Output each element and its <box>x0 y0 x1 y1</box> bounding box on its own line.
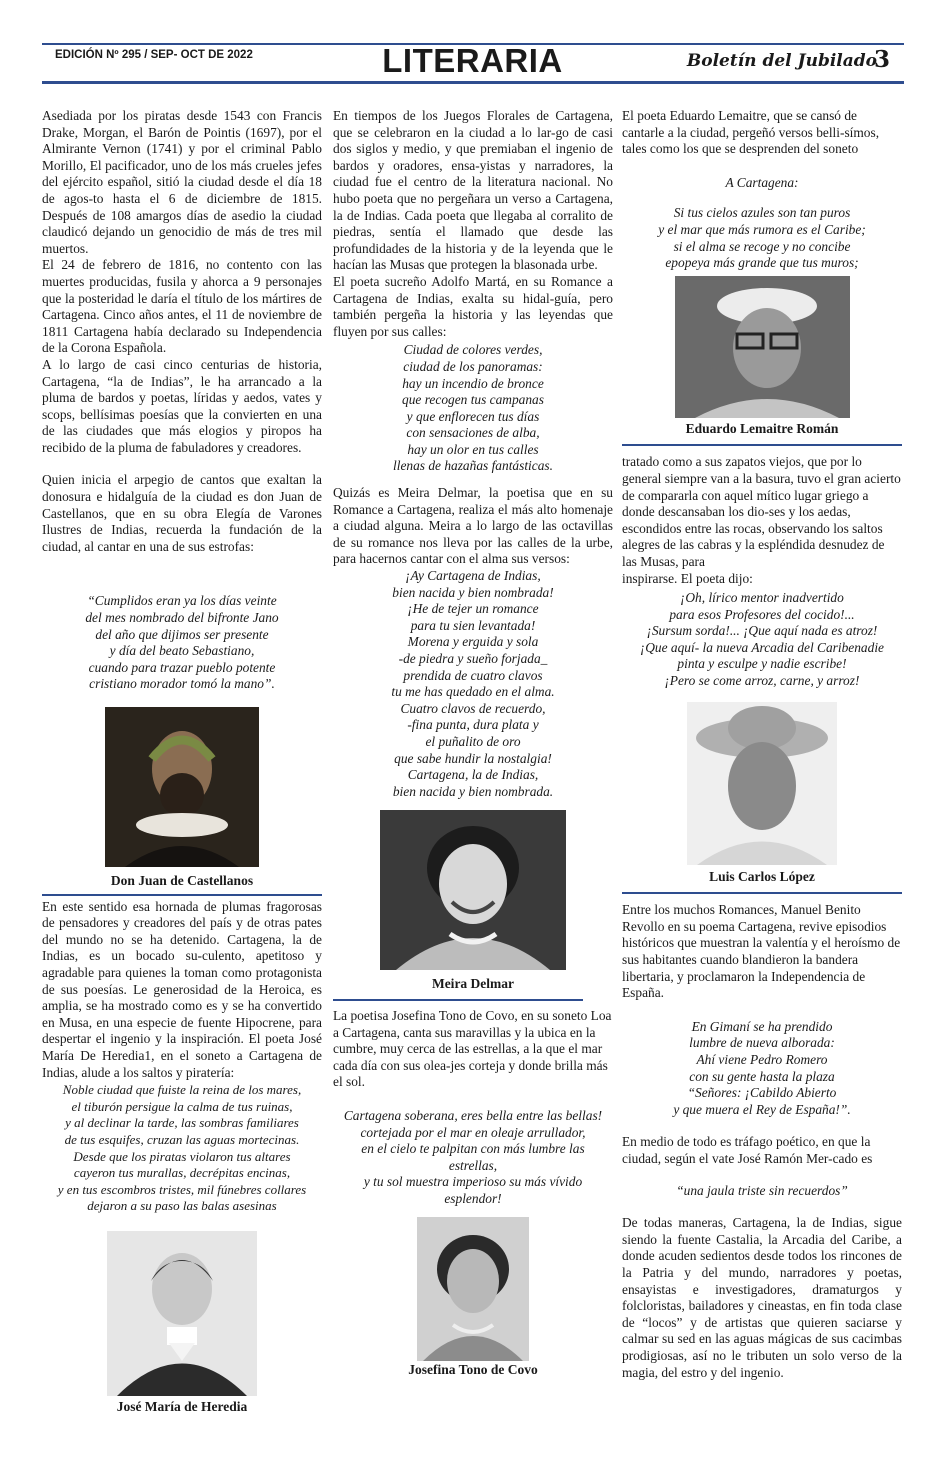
poem-line: llenas de hazañas fantásticas. <box>393 458 553 474</box>
section-rule <box>622 444 902 446</box>
paragraph: El poeta sucreño Adolfo Martá, en su Romance a Cartagena de Indias, exalta su hidal-guía, pero también pergeña la historia y las leyendas que fluyen por sus calles: <box>333 273 613 339</box>
poem-line: cuando para trazar pueblo potente <box>88 659 276 675</box>
poem-line: con sensaciones de alba, <box>406 425 540 441</box>
poem-line: bien nacida y bien nombrada! <box>392 584 554 600</box>
poem-line: en el cielo te palpitan con más lumbre las <box>361 1141 585 1157</box>
poem-line: ¡Ay Cartagena de Indias, <box>405 568 541 584</box>
column-2 <box>333 108 613 1379</box>
poem-line: y tu sol muestra imperioso su más vívido <box>363 1174 583 1190</box>
poem-title-lemaitre: A Cartagena: <box>725 174 799 190</box>
caption-delmar: Meira Delmar <box>431 976 515 992</box>
poem-line: ¡Oh, lírico mentor inadvertido <box>680 590 844 606</box>
paragraph: Entre los muchos Romances, Manuel Benito Revollo en su poema Cartagena, revive episodios históricos que muestran la valentía y el heroísmo de sus habitantes cuando blandieron la bandera libertaria, y proclamaron la Independencia de España. <box>622 902 901 1001</box>
header-bottom-rule <box>42 81 904 84</box>
portrait-lemaitre-image <box>675 276 850 418</box>
portrait-tono-image <box>417 1217 529 1361</box>
poem-line: esplendor! <box>444 1190 502 1206</box>
section-rule <box>622 892 902 894</box>
poem-line: lumbre de nueva alborada: <box>689 1035 835 1051</box>
portrait-delmar <box>380 810 566 970</box>
poem-delmar <box>333 568 613 800</box>
poem-line: ¡He de tejer un romance <box>407 601 539 617</box>
poem-line: ¡Sursum sorda!... ¡Que aquí nada es atroz! <box>646 623 878 639</box>
portrait-lopez <box>687 702 837 865</box>
section-rule <box>42 894 322 896</box>
poem-line: y que enflorecen tus días <box>406 408 540 424</box>
poem-line: y en tus escombros tristes, mil fúnebres collares <box>57 1181 307 1197</box>
poem-line: y día del beato Sebastiano, <box>109 643 255 659</box>
poem-tono <box>333 1108 613 1208</box>
paragraph: La poetisa Josefina Tono de Covo, en su soneto Loa a Cartagena, canta sus maravillas y la ubica en la cumbre, muy cerca de las estrellas, a la que el mar cada día con sus olea-jes corteja y donde brilla más el sol. <box>333 1007 612 1090</box>
poem-line: Si tus cielos azules son tan puros <box>673 205 851 221</box>
paragraph: Asediada por los piratas desde 1543 con Francis Drake, Morgan, el Barón de Pointis (1697), por el Almirante Vernon (1741) y por el criminal Pablo Morillo, El pacificador, uno de los más crueles jefes del ejército español, sitió la ciudad desde el día 18 de agos-to hasta el 6 de diciembre de 1815. Después de 108 amargos días de asedio la ciudad claudicó dejando un genocidio de más de tres mil muertos. <box>42 108 322 256</box>
poem-line: cortejada por el mar en oleaje arrullador, <box>360 1124 586 1140</box>
poem-line: Cartagena, la de Indias, <box>407 767 539 783</box>
caption-heredia: José María de Heredia <box>116 1398 248 1414</box>
portrait-castellanos <box>105 707 259 867</box>
poem-castellanos <box>42 593 322 693</box>
paragraph: El poeta Eduardo Lemaitre, que se cansó de cantarle a la ciudad, pergeñó versos belli-símos, tales como los que se desprenden del soneto <box>622 108 880 157</box>
poem-line: ciudad de los panoramas: <box>403 358 543 374</box>
poem-line: -de piedra y sueño forjada_ <box>398 651 548 666</box>
paragraph: En este sentido esa hornada de plumas fragorosas de pensadores y creadores del país y de otras pates del mundo no se ha detenido. Cartagena, la de Indias, es un bocado su-culento, apetitoso y agradable para quienes la toman como protagonista de sus poesías. Le generosidad de la Heroica, es amplia, se ha mostrado como es y se ha convertido en Musa, en una especie de fuente Hipocrene, para despertar el ingenio y la inspiración. El poeta José María De Heredia1, en el soneto a Cartagena de Indias, alude a los saltos y piratería: <box>42 898 322 1080</box>
caption-lemaitre: Eduardo Lemaitre Román <box>685 420 839 436</box>
poem-heredia <box>42 1082 322 1215</box>
paragraph: De todas maneras, Cartagena, la de Indias, sigue siendo la fuente Castalia, la Arcadia del Caribe, a donde acuden sedientos desde todos los rincones de la Patria y del mundo, narradores y poetas, ensayistas e investigadores, dramaturgos y folcloristas, bailadores y cineastas, en fin toda clase de “locos” y de artistas que quieren saciarse y calmar su sed en las aguas mágicas de sus cacimbas prodigiosas, así no le tributen un solo verso de la magia, del estro y del ingenio. <box>622 1215 902 1380</box>
portrait-delmar-image <box>380 810 566 970</box>
portrait-lopez-image <box>687 702 837 865</box>
poem-line: y al declinar la tarde, las sombras familiares <box>65 1115 299 1131</box>
poem-line: del mes nombrado del bifronte Jano <box>85 610 279 626</box>
caption-tono: Josefina Tono de Covo <box>408 1362 538 1378</box>
paragraph: Quizás es Meira Delmar, la poetisa que en su Romance a Cartagena, realiza el más alto homenaje a ciudad alguna. Meira a lo largo de las octavillas de su romance nos lleva por las calles de la urbe, para hacernos cantar con el alma sus versos: <box>333 485 613 567</box>
column-1 <box>42 108 322 1415</box>
poem-line: -fina punta, dura plata y <box>407 717 539 733</box>
poem-line: y el mar que más rumora es el Caribe; <box>658 221 866 237</box>
edition-label: EDICIÓN Nº 295 / SEP- OCT DE 2022 <box>55 49 253 61</box>
poem-line: de tus esquifes, cruzan las aguas mortecinas. <box>64 1131 300 1147</box>
poem-line: prendida de cuatro clavos <box>403 667 543 683</box>
quote-mercado: “una jaula triste sin recuerdos” <box>676 1182 848 1198</box>
poem-line: cayeron tus murallas, decrépitas encinas, <box>73 1165 291 1181</box>
poem-line: tu me has quedado en el alma. <box>391 684 555 700</box>
poem-line: con su gente hasta la plaza <box>689 1068 835 1084</box>
poem-line: En Gimaní se ha prendido <box>691 1018 833 1034</box>
paragraph: En tiempos de los Juegos Florales de Cartagena, que se celebraron en la ciudad a lo lar-go de casi dos siglos y medio, y que premiaban el ingenio de bardos y oradores, ensa-yistas y narradores, la ciudad fue el centro de la literatura nacional. No hubo poeta que no pergeñara un verso a Cartagena, la de Indias. Cada poeta que llegaba al corralito de piedras, sentía el llamado que desde las profundidades de la historia y de la leyenda que le hacían las Musas que protegen la blasonada urbe. <box>333 108 613 273</box>
poem-line: para esos Profesores del cocido!... <box>669 606 855 622</box>
poem-line: pinta y esculpe y nadie escribe! <box>677 656 847 672</box>
poem-line: que recogen tus campanas <box>402 392 544 408</box>
portrait-lemaitre <box>675 276 850 418</box>
portrait-heredia-image <box>107 1231 257 1396</box>
page-number: 3 <box>874 46 891 73</box>
paragraph: A lo largo de casi cinco centurias de historia, Cartagena, “la de Indias”, le ha arrancado a la pluma de bardos y poetas, líridas y aedos, vates y scops, bellísimas poesías que la convierten en una de las ciudades que más elogios y piropos ha recibido de la pluma de fabuladores y creadores. <box>42 356 322 455</box>
poem-line: del año que dijimos ser presente <box>95 626 269 642</box>
poem-line: hay un incendio de bronce <box>402 375 544 391</box>
poem-line: Morena y erguida y sola <box>407 634 539 650</box>
caption-castellanos: Don Juan de Castellanos <box>110 873 254 888</box>
poem-lopez <box>622 590 902 690</box>
poem-line: ¡Que aquí- la nueva Arcadia del Caribenadie <box>640 639 884 655</box>
poem-line: Noble ciudad que fuiste la reina de los mares, <box>62 1082 302 1098</box>
poem-line: Desde que los piratas violaron tus altares <box>73 1148 291 1164</box>
poem-line: si el alma se recoge y no concibe <box>673 238 851 254</box>
paragraph: Quien inicia el arpegio de cantos que exaltan la donosura e hidalguía de la ciudad es don Juan de Castellanos, que en su obra Elegía de Varones Ilustres de Indias, recuerda la fundación de la ciudad, al cantar en una de sus estrofas: <box>42 472 322 554</box>
paragraph: El 24 de febrero de 1816, no contento con las muertes producidas, fusila y ahorca a 9 personajes que la posteridad le daría el título de los mártires de Cartagena. Cinco años antes, el 11 de noviembre de 1811 Cartagena había declarado su Independencia de la Corona Española. <box>42 257 322 356</box>
poem-line: que sabe hundir la nostalgia! <box>394 750 552 766</box>
poem-line: ¡Pero se come arroz, carne, y arroz! <box>664 673 860 689</box>
poem-line: cristiano morador tomó la mano”. <box>89 676 275 692</box>
masthead: Boletín del Jubilado <box>686 51 877 71</box>
poem-line: Cuatro clavos de recuerdo, <box>400 700 546 716</box>
poem-line: estrellas, <box>448 1157 498 1173</box>
poem-revollo <box>622 1019 902 1119</box>
poem-line: Ahí viene Pedro Romero <box>696 1052 828 1067</box>
poem-line: el puñalito de oro <box>425 733 521 749</box>
paragraph: tratado como a sus zapatos viejos, que por lo general siempre van a la basura, tuvo el gran acierto de compararla con aquel mítico lugar griego a donde descansaban los dio-ses y los aedas, escondidos entre las rocas, observando los saltos alegres de las cabras y la espléndida desnudez de las Musas, para <box>622 454 901 569</box>
caption-lopez: Luis Carlos López <box>709 868 815 884</box>
poem-line: “Señores: ¡Cabildo Abierto <box>687 1085 837 1101</box>
poem-line: “Cumplidos eran ya los días veinte <box>87 593 277 609</box>
poem-marta <box>333 342 613 475</box>
poem-line: hay un olor en tus calles <box>407 441 539 457</box>
poem-line: Cartagena soberana, eres bella entre las bellas! <box>343 1107 603 1123</box>
portrait-heredia <box>107 1231 257 1396</box>
portrait-castellanos-image <box>105 707 259 867</box>
poem-line: y que muera el Rey de España!”. <box>673 1101 851 1117</box>
paragraph: inspirarse. El poeta dijo: <box>622 570 753 586</box>
portrait-tono <box>417 1217 529 1361</box>
column-3 <box>622 108 902 1381</box>
poem-line: el tiburón persigue la calma de tus ruinas, <box>71 1098 293 1114</box>
poem-line: Ciudad de colores verdes, <box>403 342 543 358</box>
poem-line: bien nacida y bien nombrada. <box>392 783 554 799</box>
section-title: LITERARIA <box>382 42 563 79</box>
poem-line: dejaron a su paso las balas asesinas <box>87 1198 277 1214</box>
poem-line: epopeya más grande que tus muros; <box>665 255 859 271</box>
paragraph: En medio de todo es tráfago poético, en que la ciudad, según el vate José Ramón Mer-cado es <box>622 1134 873 1166</box>
poem-lemaitre <box>622 205 902 271</box>
section-rule <box>333 999 583 1001</box>
poem-line: para tu sien levantada! <box>410 617 536 633</box>
